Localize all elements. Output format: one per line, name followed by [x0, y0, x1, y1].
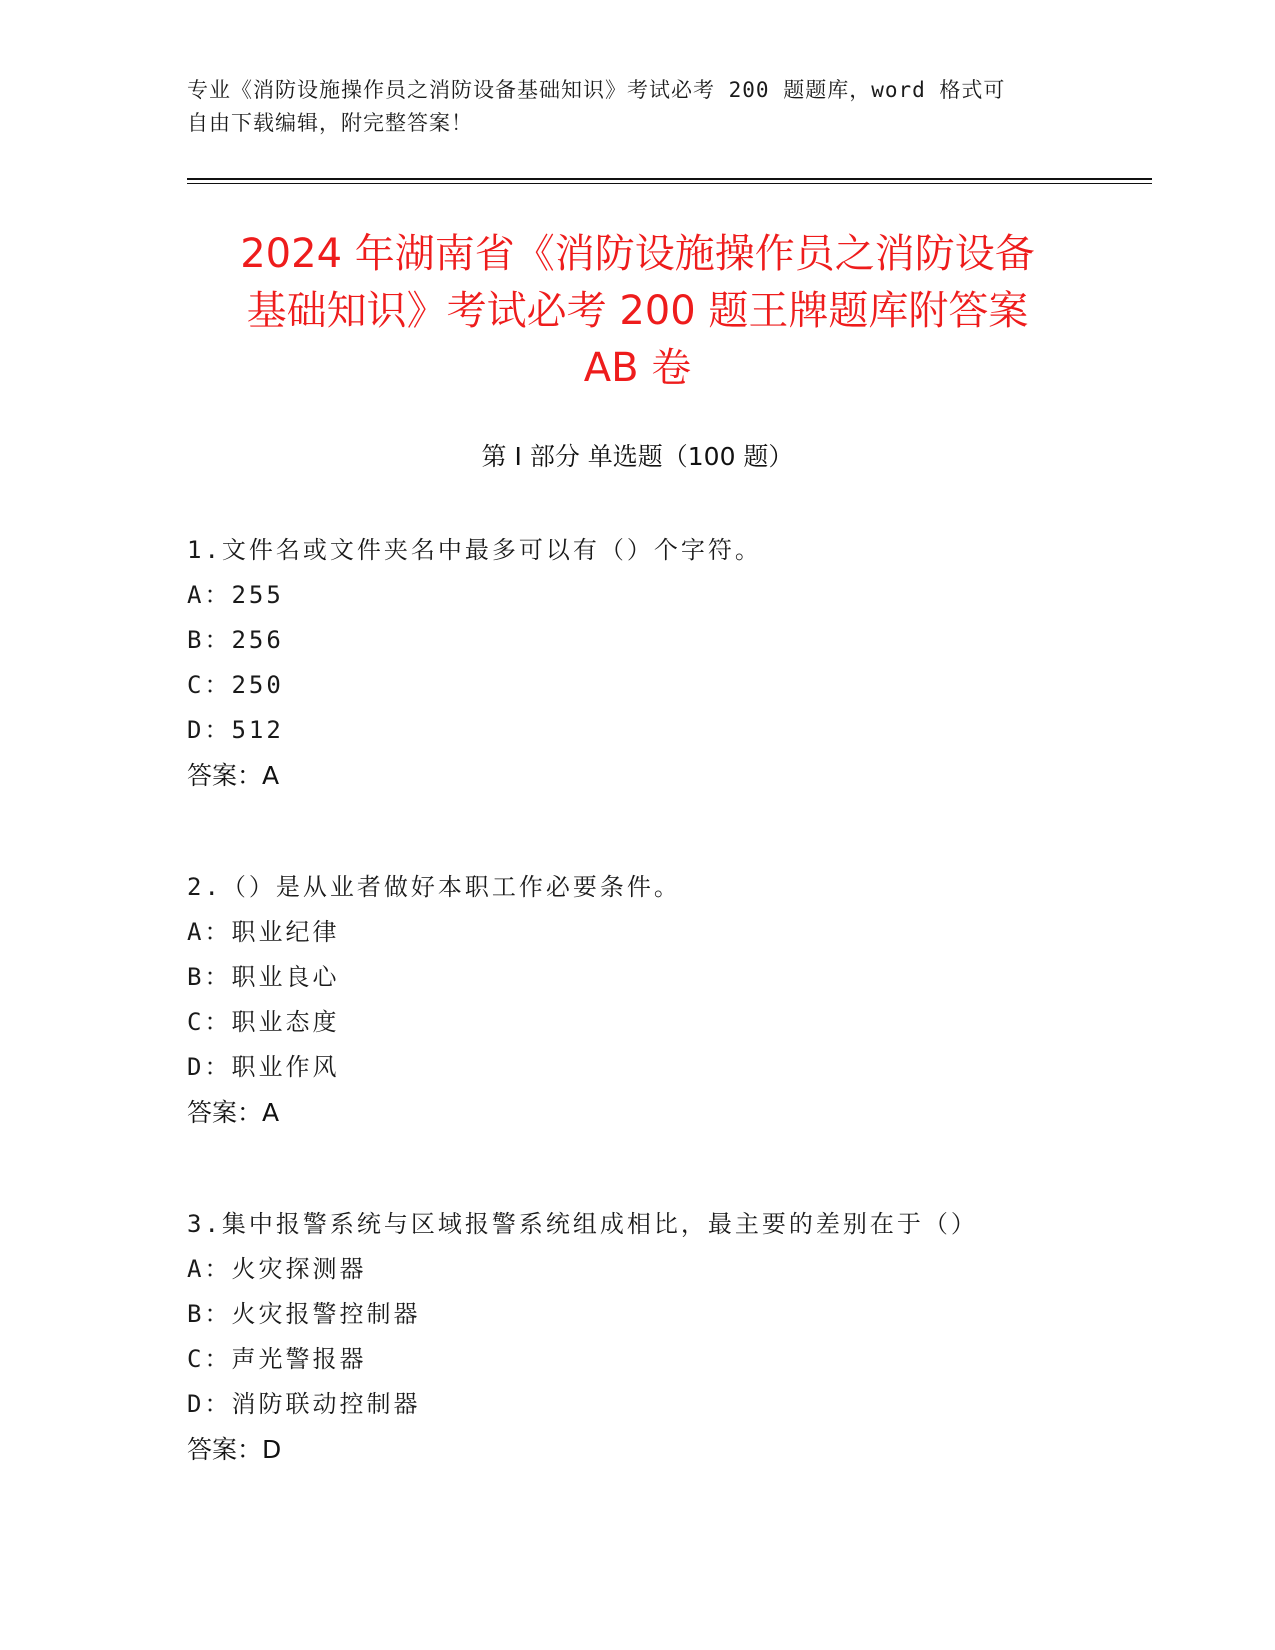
option-b: B：火灾报警控制器 — [187, 1300, 421, 1328]
question-stem: 3.集中报警系统与区域报警系统组成相比，最主要的差别在于（） — [187, 1210, 978, 1238]
document-title-line-3: AB 卷 — [583, 345, 692, 391]
option-b: B：职业良心 — [187, 963, 340, 991]
option-d: D：消防联动控制器 — [187, 1390, 421, 1418]
option-b: B：256 — [187, 626, 284, 654]
option-c: C：250 — [187, 671, 284, 699]
header-note — [187, 74, 1067, 140]
question-stem: 2.（）是从业者做好本职工作必要条件。 — [187, 873, 681, 901]
option-c: C：声光警报器 — [187, 1345, 367, 1373]
option-a: A：火灾探测器 — [187, 1255, 367, 1283]
option-d: D：512 — [187, 716, 284, 744]
option-c: C：职业态度 — [187, 1008, 340, 1036]
question-spacer — [187, 1135, 1147, 1202]
section-heading: 第 I 部分 单选题（100 题） — [481, 442, 794, 471]
question-item — [187, 865, 1147, 1135]
answer-line: 答案：D — [187, 1435, 282, 1464]
option-a: A：255 — [187, 581, 284, 609]
answer-line: 答案：A — [187, 761, 280, 790]
header-divider-thick — [187, 178, 1152, 180]
option-d: D：职业作风 — [187, 1053, 340, 1081]
question-item — [187, 1202, 1147, 1472]
question-list — [187, 528, 1147, 1472]
question-item — [187, 528, 1147, 798]
header-divider-thin — [187, 183, 1152, 184]
header-note-line-2: 自由下载编辑，附完整答案！ — [187, 111, 473, 135]
option-a: A：职业纪律 — [187, 918, 340, 946]
header-note-line-1: 专业《消防设施操作员之消防设备基础知识》考试必考 200 题题库，word 格式可 — [187, 78, 1006, 102]
document-title — [150, 226, 1125, 397]
question-stem: 1.文件名或文件夹名中最多可以有（）个字符。 — [187, 536, 762, 564]
document-title-line-1: 2024 年湖南省《消防设施操作员之消防设备 — [240, 231, 1035, 277]
document-title-line-2: 基础知识》考试必考 200 题王牌题库附答案 — [246, 288, 1029, 334]
answer-line: 答案：A — [187, 1098, 280, 1127]
question-spacer — [187, 798, 1147, 865]
